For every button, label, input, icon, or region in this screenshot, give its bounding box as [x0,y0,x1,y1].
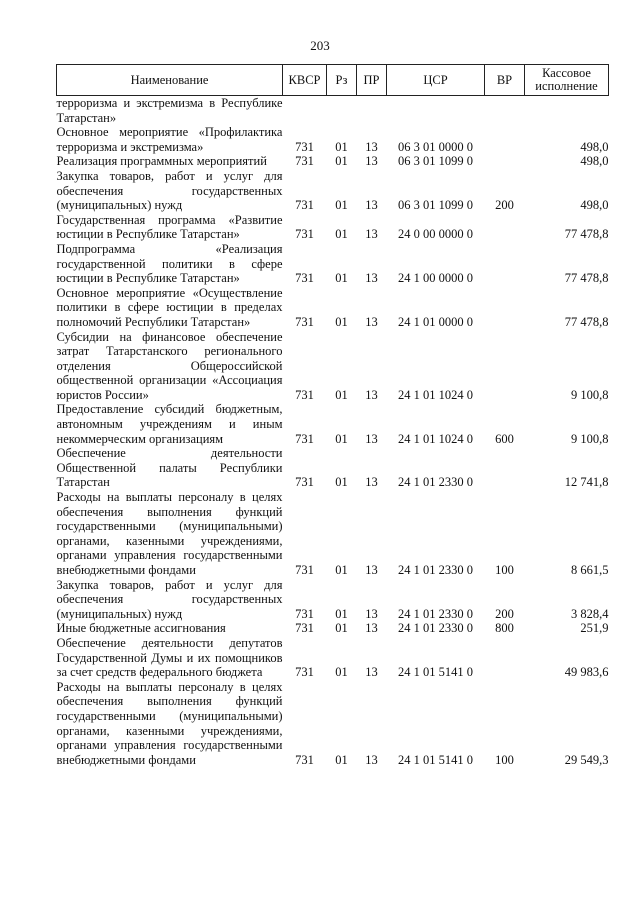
row-rz: 01 [335,621,348,636]
row-pr: 13 [365,606,378,621]
row-rz: 01 [335,387,348,402]
row-vr [485,125,525,154]
row-csr: 24 1 01 1024 0 [398,431,473,446]
table-row [57,621,609,636]
table-row [57,330,609,403]
row-pr: 13 [365,475,378,490]
row-name: Расходы на выплаты персоналу в целях обеспечения выполнения функций государственными (муниципальными) органами, казенными учреждениями, органами управления государственными внебюджетными фондами [56,679,283,767]
row-amount [525,96,609,126]
table-row [57,286,609,330]
row-rz [327,96,357,126]
row-kvsr: 731 [295,621,314,636]
row-kvsr [283,96,327,126]
row-name: Закупка товаров, работ и услуг для обеспечения государственных (муниципальных) нужд [56,577,283,621]
row-amount: 498,0 [580,139,609,154]
header-vr: ВР [485,65,525,96]
row-pr: 13 [365,227,378,242]
row-rz: 01 [335,475,348,490]
row-vr [485,154,525,169]
row-amount: 8 661,5 [571,563,609,577]
row-rz: 01 [335,227,348,242]
row-csr: 24 1 00 0000 0 [398,271,473,286]
table-row [57,169,609,213]
row-amount: 77 478,8 [564,271,609,286]
row-kvsr: 731 [295,752,314,767]
table-row [57,578,609,622]
row-name: Подпрограмма «Реализация государственной политики в сфере юстиции в Республике Татарстан» [56,241,283,286]
row-amount: 3 828,4 [571,606,609,621]
table-row [57,213,609,242]
row-csr: 24 1 01 2330 0 [398,606,473,621]
row-csr: 06 3 01 1099 0 [398,154,473,169]
row-kvsr: 731 [295,475,314,490]
row-kvsr: 731 [295,387,314,402]
row-pr: 13 [365,139,378,154]
row-pr: 13 [365,563,378,577]
row-rz: 01 [335,606,348,621]
header-csr: ЦСР [387,65,485,96]
row-pr: 13 [365,752,378,767]
row-amount: 251,9 [580,621,609,636]
row-csr: 06 3 01 0000 0 [398,139,473,154]
budget-table [56,64,609,767]
row-pr: 13 [365,665,378,680]
row-pr [357,96,387,126]
row-name: Государственная программа «Развитие юстиции в Республике Татарстан» [56,212,283,242]
row-pr: 13 [365,314,378,329]
row-amount: 29 549,3 [564,752,609,767]
row-pr: 13 [365,387,378,402]
row-kvsr: 731 [295,314,314,329]
table-row [57,242,609,286]
row-amount: 498,0 [580,198,609,213]
row-rz: 01 [335,431,348,446]
header-row [57,65,609,96]
row-vr [485,446,525,490]
row-name: Основное мероприятие «Осуществление политики в сфере юстиции в пределах полномочий Республики Татарстан» [56,285,283,329]
row-vr [485,636,525,680]
row-kvsr: 731 [295,154,314,169]
row-rz: 01 [335,314,348,329]
row-name: терроризма и экстремизма в Республике Татарстан» [56,96,283,125]
table-row [57,154,609,169]
table-row [57,490,609,578]
row-amount: 498,0 [580,154,609,169]
row-rz: 01 [335,752,348,767]
row-rz: 01 [335,271,348,286]
row-kvsr: 731 [295,563,314,577]
row-pr: 13 [365,154,378,169]
row-vr: 200 [495,198,514,213]
row-vr: 100 [495,563,514,577]
table-row [57,125,609,154]
table-row [57,680,609,768]
row-amount: 77 478,8 [564,227,609,242]
table-row [57,446,609,490]
row-csr: 24 0 00 0000 0 [398,227,473,242]
row-pr: 13 [365,198,378,213]
row-kvsr: 731 [295,431,314,446]
row-pr: 13 [365,431,378,446]
row-amount: 49 983,6 [564,665,609,680]
row-name: Предоставление субсидий бюджетным, автономным учреждениям и иным некоммерческим организациям [56,402,283,446]
row-name: Иные бюджетные ассигнования [56,621,226,636]
row-kvsr: 731 [295,139,314,154]
table-row [57,96,609,126]
row-rz: 01 [335,198,348,213]
row-pr: 13 [365,271,378,286]
row-vr [485,286,525,330]
row-amount: 9 100,8 [571,387,609,402]
header-kvsr: КВСР [283,65,327,96]
row-rz: 01 [335,665,348,680]
row-csr: 24 1 01 5141 0 [398,752,473,767]
row-csr: 24 1 01 2330 0 [398,563,473,577]
row-amount: 12 741,8 [564,475,609,490]
table-body [57,96,609,768]
row-vr [485,213,525,242]
row-rz: 01 [335,154,348,169]
table-header [57,65,609,96]
row-rz: 01 [335,139,348,154]
row-csr: 24 1 01 0000 0 [398,314,473,329]
row-vr: 100 [495,752,514,767]
row-name: Основное мероприятие «Профилактика терроризма и экстремизма» [56,125,283,154]
page-number: 203 [310,38,330,53]
row-csr: 24 1 01 5141 0 [398,665,473,680]
row-vr [485,96,525,126]
table-row [57,402,609,446]
row-pr: 13 [365,621,378,636]
row-csr [387,96,485,126]
header-amount: Кассовое исполнение [525,65,609,96]
row-csr: 24 1 01 2330 0 [398,621,473,636]
row-vr [485,330,525,403]
row-vr [485,242,525,286]
row-vr: 600 [495,431,514,446]
row-kvsr: 731 [295,198,314,213]
row-vr: 800 [495,621,514,636]
row-name: Расходы на выплаты персоналу в целях обеспечения выполнения функций государственными (муниципальными) органами, казенными учреждениями, органами управления государственными внебюджетными фондами [56,490,283,577]
header-rz: Рз [327,65,357,96]
header-name: Наименование [57,65,283,96]
row-kvsr: 731 [295,271,314,286]
row-kvsr: 731 [295,606,314,621]
row-rz: 01 [335,563,348,577]
header-pr: ПР [357,65,387,96]
row-name: Обеспечение деятельности депутатов Государственной Думы и их помощников за счет средств федерального бюджета [56,635,283,680]
table-row [57,636,609,680]
row-kvsr: 731 [295,227,314,242]
row-csr: 24 1 01 2330 0 [398,475,473,490]
row-amount: 77 478,8 [564,314,609,329]
row-vr: 200 [495,606,514,621]
row-name: Реализация программных мероприятий [56,154,267,169]
row-kvsr: 731 [295,665,314,680]
row-name: Обеспечение деятельности Общественной палаты Республики Татарстан [56,446,283,490]
row-name: Закупка товаров, работ и услуг для обеспечения государственных (муниципальных) нужд [56,168,283,213]
row-csr: 06 3 01 1099 0 [398,198,473,213]
row-name: Субсидии на финансовое обеспечение затрат Татарстанского регионального отделения Общероссийской общественной организации «Ассоциация юристов России» [56,329,283,402]
row-amount: 9 100,8 [571,431,609,446]
row-csr: 24 1 01 1024 0 [398,387,473,402]
